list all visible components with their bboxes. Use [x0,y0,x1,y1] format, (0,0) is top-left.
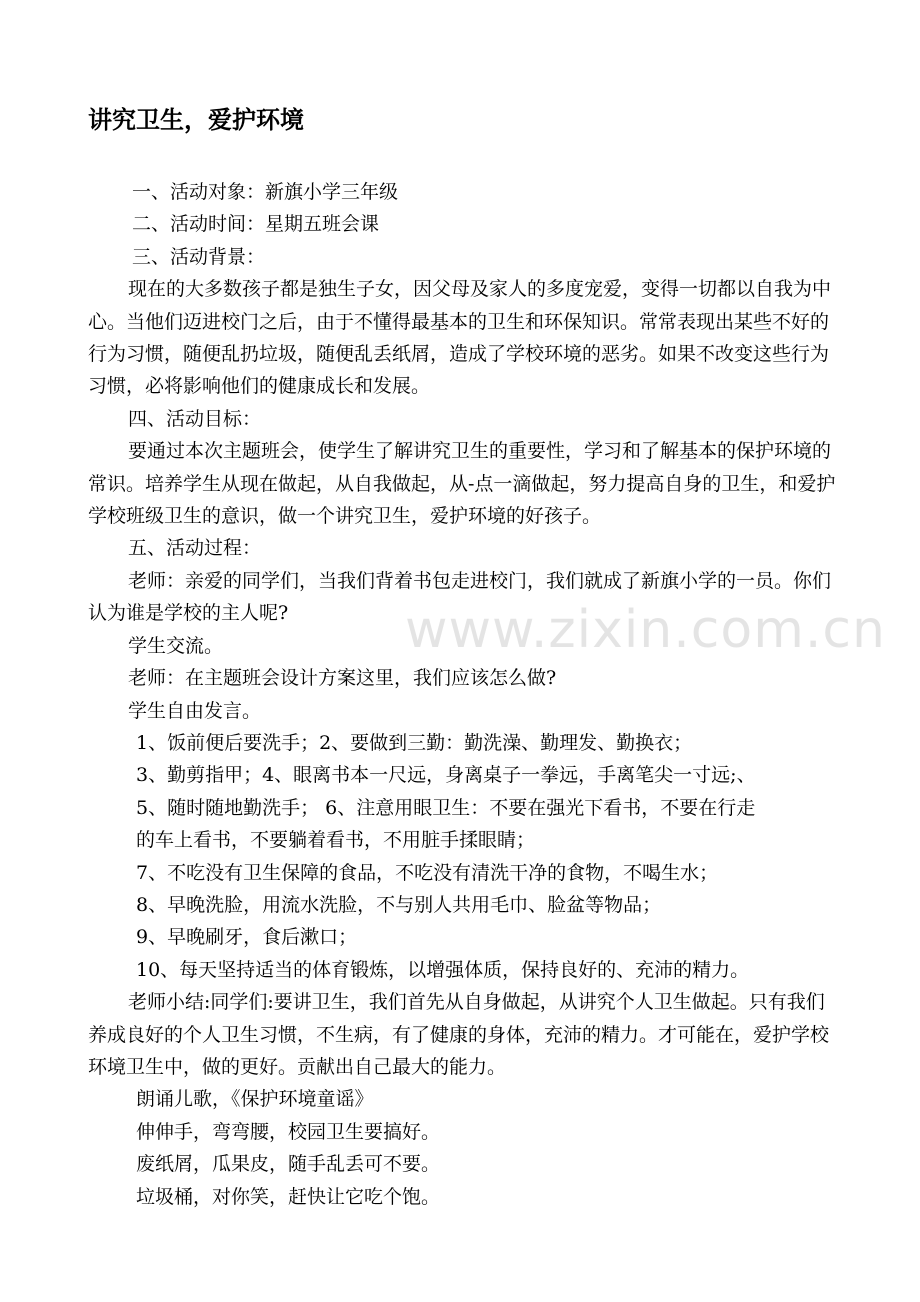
hygiene-item-line: 10、每天坚持适当的体育锻炼，以增强体质，保持良好的、充沛的精力。 [136,958,750,981]
document-body [88,176,836,1213]
hygiene-item-line: 8、早晚洗脸，用流水洗脸，不与别人共用毛巾、脸盆等物品； [136,893,662,916]
student-discussion-line: 学生交流。 [128,634,224,657]
hygiene-item-continuation: 的车上看书，不要躺着看书，不用脏手揉眼睛； [136,829,536,852]
watermark: www.zixin.com.cn [405,600,886,660]
poem-line: 伸伸手，弯弯腰，校园卫生要搞好。 [136,1120,441,1143]
document-title: 讲究卫生，爱护环境 [88,106,304,134]
activity-time-line: 二、活动时间：星期五班会课 [132,213,380,236]
poem-line: 垃圾桶，对你笑，赶快让它吃个饱。 [136,1185,441,1208]
activity-background-heading: 三、活动背景： [132,245,266,268]
activity-goal-heading: 四、活动目标： [128,407,262,430]
hygiene-item-line: 1、饭前便后要洗手；2、要做到三勤：勤洗澡、勤理发、勤换衣； [136,731,693,754]
teacher-summary-paragraph: 老师小结:同学们:要讲卫生，我们首先从自身做起，从讲究个人卫生做起。只有我们养成良好的个人卫生习惯，不生病，有了健康的身体，充沛的精力。才可能在，爱护学校环境卫生中，做的更好。贡献出自己最大的能力。 [88,991,830,1078]
student-speech-line: 学生自由发言。 [128,699,262,722]
hygiene-item-line: 3、勤剪指甲；4、眼离书本一尺远，身离桌子一拳远，手离笔尖一寸远;、 [136,764,756,787]
activity-goal-paragraph: 要通过本次主题班会，使学生了解讲究卫生的重要性，学习和了解基本的保护环境的常识。培养学生从现在做起，从自我做起，从-点一滴做起，努力提高自身的卫生，和爱护学校班级卫生的意识，做一个讲究卫生，爱护环境的好孩子。 [88,440,836,528]
activity-target-line: 一、活动对象：新旗小学三年级 [132,181,399,203]
activity-background-paragraph: 现在的大多数孩子都是独生子女，因父母及家人的多度宠爱，变得一切都以自我为中心。当他们迈进校门之后，由于不懂得最基本的卫生和环保知识。常常表现出某些不好的行为习惯，随便乱扔垃圾，随便乱丢纸屑，造成了学校环境的恶劣。如果不改变这些行为习惯，必将影响他们的健康成长和发展。 [88,278,832,398]
hygiene-item-line: 7、不吃没有卫生保障的食品，不吃没有清洗干净的食物，不喝生水； [136,861,719,884]
teacher-question-line: 老师：在主题班会设计方案这里，我们应该怎么做? [128,667,557,690]
poem-line: 废纸屑，瓜果皮，随手乱丢可不要。 [136,1153,441,1176]
activity-process-heading: 五、活动过程： [128,537,262,560]
poem-title-line: 朗诵儿歌，《保护环境童谣》 [136,1088,374,1111]
teacher-question-paragraph: 老师：亲爱的同学们，当我们背着书包走进校门，我们就成了新旗小学的一员。你们认为谁是学校的主人呢? [88,569,832,625]
hygiene-item-line: 5、随时随地勤洗手； 6、注意用眼卫生：不要在强光下看书，不要在行走 [136,796,756,819]
hygiene-item-line: 9、早晚刷牙，食后漱口； [136,926,358,949]
